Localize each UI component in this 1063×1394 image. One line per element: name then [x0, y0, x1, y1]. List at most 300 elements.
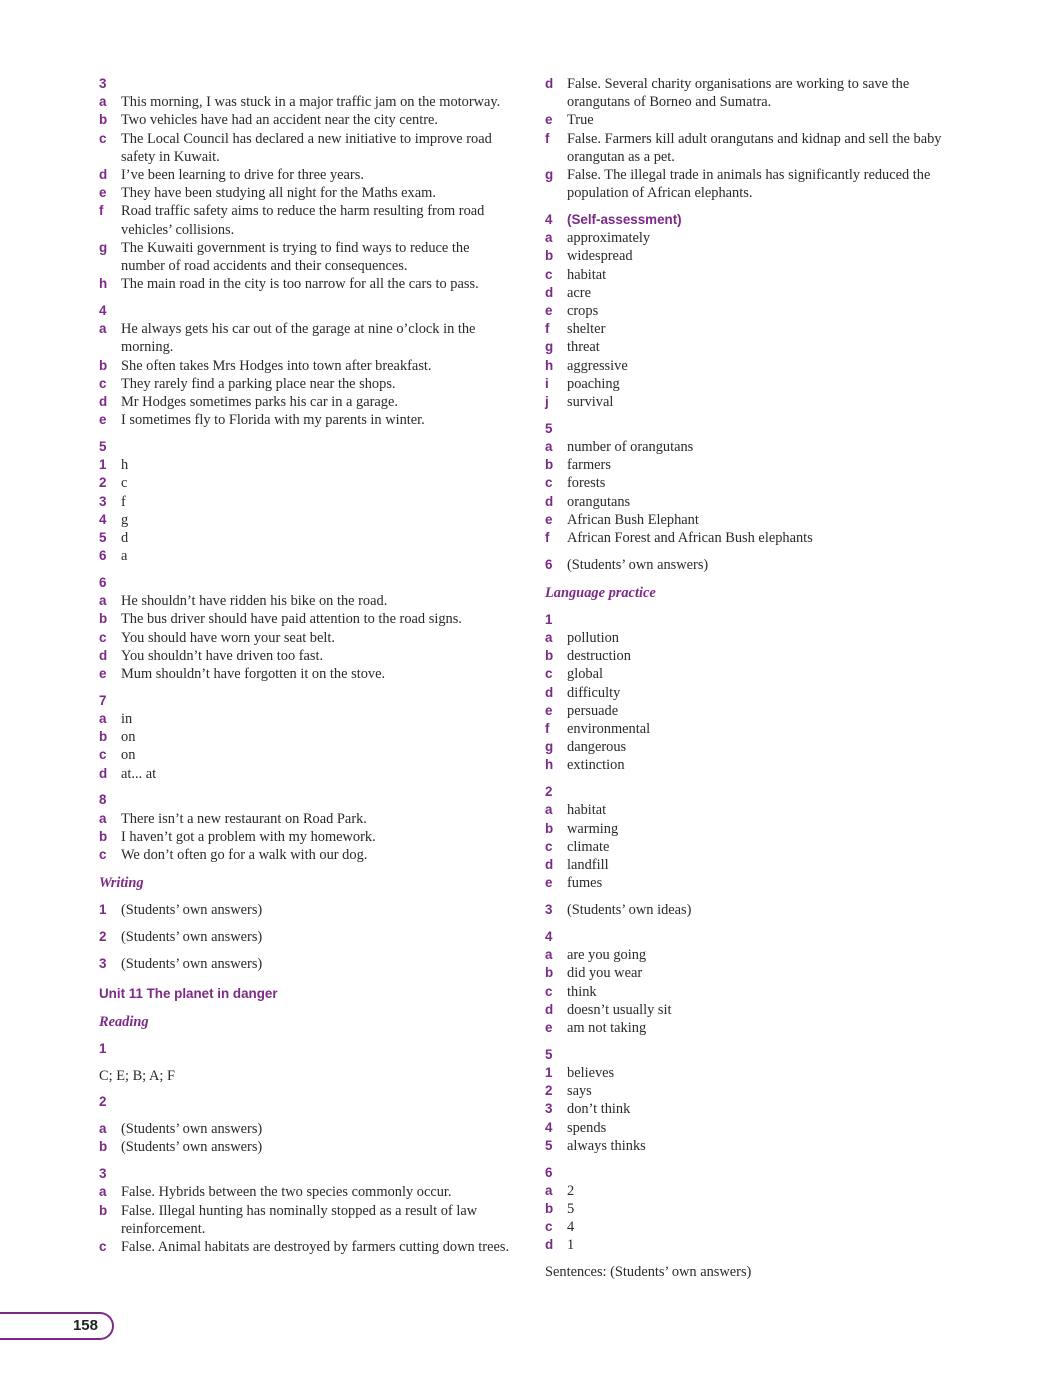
- answer-text: 5: [567, 1200, 575, 1217]
- answer-label: a: [99, 1184, 107, 1200]
- exercise-number: 3: [99, 76, 107, 91]
- answer-text: habitat: [567, 266, 607, 283]
- answer-label: 3: [545, 1101, 553, 1117]
- answer-block: [99, 692, 511, 783]
- answer-text: global: [567, 666, 603, 683]
- answer-block: [99, 1067, 511, 1085]
- answer-block: [99, 574, 511, 683]
- answer-label: a: [545, 1182, 553, 1198]
- answer-item: [545, 738, 945, 756]
- answer-text: (Students’ own answers): [121, 902, 263, 919]
- answer-label: d: [545, 1237, 554, 1253]
- answer-text: They rarely find a parking place near the shops.: [121, 375, 396, 392]
- answer-label: b: [545, 1200, 554, 1216]
- answer-label: b: [545, 457, 554, 473]
- answer-label: j: [545, 394, 549, 410]
- answer-block: [545, 420, 945, 547]
- answer-text: There isn’t a new restaurant on Road Park.: [121, 810, 367, 827]
- answer-block: [99, 438, 511, 565]
- answer-label: e: [545, 875, 553, 891]
- answer-label: g: [545, 339, 554, 355]
- answer-label: c: [545, 666, 553, 682]
- answer-label: b: [545, 820, 554, 836]
- answer-label: g: [545, 739, 554, 755]
- answer-item: [545, 111, 945, 129]
- answer-item: [545, 1200, 945, 1218]
- answer-label: d: [545, 76, 554, 91]
- answer-label: c: [545, 1219, 553, 1235]
- answer-label: e: [545, 112, 553, 128]
- answer-label: b: [99, 1202, 108, 1218]
- answer-item: [545, 1019, 945, 1037]
- answer-block: [545, 783, 945, 892]
- answer-text: (Students’ own answers): [567, 556, 709, 573]
- answer-label: b: [99, 729, 108, 745]
- answer-item: [99, 1238, 511, 1256]
- answer-label: b: [99, 611, 108, 627]
- answer-text: Mr Hodges sometimes parks his car in a garage.: [121, 394, 398, 411]
- answer-item: [99, 411, 511, 429]
- self-assessment-label: (Self-assessment): [567, 212, 682, 228]
- answer-text: 2: [567, 1182, 575, 1199]
- answer-block: [99, 955, 511, 973]
- answer-block: [99, 1093, 511, 1111]
- answer-text: warming: [567, 820, 619, 837]
- answer-text: h: [121, 457, 129, 474]
- answer-text: environmental: [567, 721, 651, 738]
- answer-label: a: [545, 630, 553, 646]
- answer-item: [99, 592, 511, 610]
- answer-text: climate: [567, 838, 610, 855]
- answer-item: [99, 529, 511, 547]
- answer-text: (Students’ own answers): [121, 1121, 263, 1138]
- answer-text: habitat: [567, 802, 607, 819]
- answer-item: [99, 320, 511, 356]
- answer-item: [99, 629, 511, 647]
- answer-text: False. Several charity organisations are working to save the orangutans of Borneo and Sumatra.: [567, 76, 910, 111]
- answer-text: 4: [567, 1219, 575, 1236]
- answer-item: [545, 838, 945, 856]
- answer-label: a: [99, 94, 107, 110]
- answer-text: g: [121, 511, 129, 528]
- answer-text: approximately: [567, 230, 651, 247]
- answer-item: [545, 166, 945, 202]
- answer-block: [545, 211, 945, 411]
- answer-text: doesn’t usually sit: [567, 1001, 672, 1018]
- answer-label: b: [545, 648, 554, 664]
- answer-item: [99, 511, 511, 529]
- answer-label: 5: [545, 1137, 553, 1153]
- answer-item: [99, 846, 511, 864]
- answer-label: c: [99, 747, 107, 763]
- answer-item: [545, 874, 945, 892]
- answer-text: believes: [567, 1064, 615, 1081]
- answer-item: [545, 1182, 945, 1200]
- answer-text: difficulty: [567, 684, 621, 701]
- exercise-number: 7: [99, 692, 107, 708]
- answer-label: 2: [99, 475, 107, 491]
- answer-text: a: [121, 548, 128, 565]
- answer-text: pollution: [567, 630, 619, 647]
- answer-label: a: [99, 593, 107, 609]
- answer-item: [545, 647, 945, 665]
- answer-label: a: [545, 802, 553, 818]
- answer-item: [545, 1137, 945, 1155]
- answer-text: She often takes Mrs Hodges into town after breakfast.: [121, 357, 432, 374]
- answer-item: [99, 810, 511, 828]
- answer-text: d: [121, 530, 129, 547]
- answer-text: 1: [567, 1237, 575, 1254]
- answer-text: (Students’ own answers): [121, 1139, 263, 1156]
- answer-item: [99, 275, 511, 293]
- answer-item: [545, 756, 945, 774]
- answer-item: [545, 820, 945, 838]
- answer-text: You shouldn’t have driven too fast.: [121, 647, 324, 664]
- answer-item: [545, 375, 945, 393]
- answer-item: [99, 184, 511, 202]
- answer-text: fumes: [567, 875, 603, 892]
- answer-item: [99, 665, 511, 683]
- answer-label: 6: [99, 548, 107, 564]
- answer-text: survival: [567, 394, 614, 411]
- answer-text: Sentences: (Students’ own answers): [545, 1264, 752, 1281]
- answer-block: [99, 1120, 511, 1156]
- answer-item: [99, 901, 511, 919]
- answer-text: Two vehicles have had an accident near the city centre.: [121, 112, 439, 129]
- answer-text: landfill: [567, 857, 609, 874]
- answer-label: e: [545, 303, 553, 319]
- answer-item: [99, 393, 511, 411]
- answer-block: [545, 901, 945, 919]
- answer-text: shelter: [567, 321, 606, 338]
- answer-label: d: [545, 1001, 554, 1017]
- answer-item: [99, 111, 511, 129]
- answer-label: d: [99, 167, 108, 183]
- answer-label: c: [99, 847, 107, 863]
- answer-item: [99, 1120, 511, 1138]
- answer-text: False. The illegal trade in animals has significantly reduced the population of African elephants.: [567, 167, 931, 202]
- answer-label: 3: [99, 493, 107, 509]
- answer-label: 1: [99, 457, 107, 473]
- answer-label: 4: [545, 1119, 553, 1135]
- answer-label: a: [545, 439, 553, 455]
- answer-label: i: [545, 375, 549, 391]
- answer-item: [99, 239, 511, 275]
- answer-text: on: [121, 729, 136, 746]
- answer-item: [545, 266, 945, 284]
- answer-item: [545, 357, 945, 375]
- answer-text: We don’t often go for a walk with our dog.: [121, 847, 368, 864]
- answer-label: e: [99, 185, 107, 201]
- answer-label: g: [99, 239, 108, 255]
- answer-item: [99, 1202, 511, 1238]
- answer-item: [99, 928, 511, 946]
- answer-item: [545, 964, 945, 982]
- answer-item: [545, 320, 945, 338]
- exercise-number: 1: [545, 611, 553, 627]
- answer-label: e: [545, 511, 553, 527]
- answer-text: True: [567, 112, 594, 129]
- answer-label: a: [99, 810, 107, 826]
- answer-label: b: [99, 357, 108, 373]
- exercise-number: 4: [545, 928, 553, 944]
- exercise-number: 2: [99, 928, 107, 944]
- answer-text: on: [121, 747, 136, 764]
- answer-text: I sometimes fly to Florida with my parents in winter.: [121, 412, 425, 429]
- answer-text: did you wear: [567, 965, 643, 982]
- answer-item: [99, 474, 511, 492]
- answer-block: [545, 1263, 945, 1281]
- answer-item: [545, 629, 945, 647]
- answer-item: [545, 456, 945, 474]
- answer-text: The bus driver should have paid attention to the road signs.: [121, 611, 462, 628]
- answer-text: You should have worn your seat belt.: [121, 629, 335, 646]
- exercise-number: 4: [545, 212, 553, 228]
- answer-block: [545, 75, 945, 202]
- answer-item: [99, 765, 511, 783]
- answer-label: b: [99, 1139, 108, 1155]
- answer-item: [545, 438, 945, 456]
- answer-label: b: [545, 248, 554, 264]
- answer-text: are you going: [567, 947, 647, 964]
- answer-item: [99, 202, 511, 238]
- answer-label: d: [545, 684, 554, 700]
- answer-item: [545, 229, 945, 247]
- exercise-number: 3: [99, 955, 107, 971]
- answer-item: [545, 1236, 945, 1254]
- answer-item: [99, 746, 511, 764]
- answer-block: [545, 1164, 945, 1255]
- answer-text: destruction: [567, 648, 631, 665]
- answer-label: d: [99, 647, 108, 663]
- answer-item: [99, 828, 511, 846]
- answer-block: [545, 1046, 945, 1155]
- answer-block: [545, 584, 945, 602]
- answer-label: e: [545, 702, 553, 718]
- answer-item: [545, 901, 945, 919]
- answer-item: [545, 1119, 945, 1137]
- answer-text: (Students’ own answers): [121, 928, 263, 945]
- answer-block: [99, 928, 511, 946]
- answer-item: [99, 610, 511, 628]
- answer-item: [545, 702, 945, 720]
- answer-label: c: [545, 266, 553, 282]
- answer-label: g: [545, 167, 554, 183]
- answer-item: [99, 375, 511, 393]
- exercise-number: 1: [99, 902, 107, 918]
- answer-item: [99, 955, 511, 973]
- answer-block: [99, 1040, 511, 1058]
- answer-text: Mum shouldn’t have forgotten it on the stove.: [121, 666, 386, 683]
- answer-text: aggressive: [567, 357, 628, 374]
- answer-item: [545, 529, 945, 547]
- answer-block: [545, 556, 945, 574]
- answer-text: False. Farmers kill adult orangutans and kidnap and sell the baby orangutan as a pet.: [567, 130, 942, 165]
- answer-label: e: [545, 1019, 553, 1035]
- answer-text: He shouldn’t have ridden his bike on the road.: [121, 593, 388, 610]
- answer-label: 4: [99, 511, 107, 527]
- answer-label: a: [545, 230, 553, 246]
- answer-text: This morning, I was stuck in a major traffic jam on the motorway.: [121, 94, 501, 111]
- answer-text: persuade: [567, 702, 619, 719]
- answer-item: [545, 665, 945, 683]
- answer-label: f: [545, 130, 550, 146]
- right-column: [545, 75, 945, 1290]
- answer-label: c: [99, 1239, 107, 1255]
- unit-title: Unit 11 The planet in danger: [99, 985, 278, 1001]
- answer-label: b: [99, 112, 108, 128]
- answer-text: acre: [567, 284, 591, 301]
- answer-label: f: [545, 321, 550, 337]
- answer-item: [545, 75, 945, 111]
- exercise-number: 2: [99, 1094, 107, 1110]
- answer-text: He always gets his car out of the garage at nine o’clock in the morning.: [121, 321, 476, 356]
- answer-label: f: [545, 721, 550, 737]
- answer-text: crops: [567, 303, 599, 320]
- answer-text: C; E; B; A; F: [99, 1067, 175, 1084]
- answer-item: [545, 302, 945, 320]
- answer-text: False. Hybrids between the two species commonly occur.: [121, 1184, 452, 1201]
- answer-label: c: [99, 130, 107, 146]
- answer-item: [99, 456, 511, 474]
- answer-item: [545, 247, 945, 265]
- exercise-heading: [545, 211, 945, 229]
- answer-item: [545, 1100, 945, 1118]
- answer-block: [99, 874, 511, 892]
- answer-text: False. Animal habitats are destroyed by farmers cutting down trees.: [121, 1239, 510, 1256]
- answer-text: f: [121, 493, 126, 510]
- answer-text: (Students’ own ideas): [567, 902, 692, 919]
- answer-block: [99, 1165, 511, 1256]
- answer-item: [545, 983, 945, 1001]
- answer-label: c: [545, 838, 553, 854]
- answer-label: b: [99, 828, 108, 844]
- answer-text: dangerous: [567, 739, 627, 756]
- answer-label: h: [545, 357, 554, 373]
- answer-text: False. Illegal hunting has nominally stopped as a result of law reinforcement.: [121, 1202, 478, 1237]
- answer-item: [545, 1082, 945, 1100]
- answer-text: threat: [567, 339, 600, 356]
- answer-text: They have been studying all night for the Maths exam.: [121, 185, 436, 202]
- answer-item: [99, 710, 511, 728]
- exercise-number: 1: [99, 1040, 107, 1056]
- answer-text: number of orangutans: [567, 439, 694, 456]
- exercise-number: 6: [545, 556, 553, 572]
- answer-item: [99, 547, 511, 565]
- answer-text: says: [567, 1083, 592, 1100]
- answer-label: d: [545, 857, 554, 873]
- answer-text: at... at: [121, 765, 157, 782]
- answer-item: [545, 946, 945, 964]
- answer-label: f: [545, 530, 550, 546]
- answer-item: [545, 493, 945, 511]
- answer-text: African Forest and African Bush elephants: [567, 530, 813, 547]
- answer-text: The Local Council has declared a new initiative to improve road safety in Kuwait.: [121, 130, 492, 165]
- answer-label: d: [545, 493, 554, 509]
- answer-text: always thinks: [567, 1137, 646, 1154]
- answer-label: e: [99, 412, 107, 428]
- answer-block: [99, 791, 511, 864]
- answer-item: [545, 1001, 945, 1019]
- answer-item: [99, 93, 511, 111]
- answer-label: c: [545, 983, 553, 999]
- answer-text: farmers: [567, 457, 611, 474]
- section-heading: Language practice: [545, 585, 656, 602]
- answer-item: [99, 130, 511, 166]
- answer-label: e: [99, 666, 107, 682]
- answer-item: [99, 1138, 511, 1156]
- exercise-number: 3: [99, 1166, 107, 1182]
- exercise-number: 3: [545, 902, 553, 918]
- exercise-number: 6: [99, 575, 107, 591]
- answer-item: [545, 130, 945, 166]
- answer-text: am not taking: [567, 1019, 647, 1036]
- answer-item: [545, 801, 945, 819]
- answer-text: The Kuwaiti government is trying to find ways to reduce the number of road accidents and their consequences.: [121, 239, 470, 275]
- section-heading: Writing: [99, 875, 144, 892]
- page-number-tab: [0, 1312, 114, 1340]
- page-number: 158: [72, 1317, 98, 1334]
- answer-block: [99, 302, 511, 429]
- answer-block: [99, 75, 511, 293]
- exercise-number: 2: [545, 784, 553, 800]
- answer-text: forests: [567, 475, 606, 492]
- exercise-number: 5: [99, 439, 107, 455]
- exercise-number: 4: [99, 303, 107, 319]
- answer-text: The main road in the city is too narrow for all the cars to pass.: [121, 276, 479, 293]
- answer-block: [99, 901, 511, 919]
- section-heading: Reading: [99, 1014, 149, 1031]
- answer-label: a: [545, 947, 553, 963]
- answer-text: I’ve been learning to drive for three years.: [121, 167, 364, 184]
- answer-item: [99, 647, 511, 665]
- answer-label: d: [545, 284, 554, 300]
- answer-text: extinction: [567, 757, 625, 774]
- exercise-number: 8: [99, 792, 107, 808]
- answer-label: c: [99, 375, 107, 391]
- answer-block: [545, 928, 945, 1037]
- answer-item: [99, 728, 511, 746]
- answer-text: widespread: [567, 248, 633, 265]
- answer-label: a: [99, 1121, 107, 1137]
- exercise-number: 5: [545, 420, 553, 436]
- answer-label: 2: [545, 1083, 553, 1099]
- answer-item: [99, 166, 511, 184]
- answer-item: [545, 338, 945, 356]
- answer-label: b: [545, 965, 554, 981]
- answer-label: 1: [545, 1064, 553, 1080]
- answer-item: [545, 720, 945, 738]
- exercise-number: 6: [545, 1164, 553, 1180]
- answer-item: [545, 684, 945, 702]
- answer-item: [545, 1218, 945, 1236]
- answer-label: h: [545, 757, 554, 773]
- left-column: [99, 75, 511, 1265]
- answer-label: c: [99, 629, 107, 645]
- answer-text: think: [567, 983, 597, 1000]
- answer-text: in: [121, 711, 133, 728]
- answer-item: [545, 556, 945, 574]
- answer-item: [545, 393, 945, 411]
- exercise-number: 5: [545, 1046, 553, 1062]
- answer-text: I haven’t got a problem with my homework.: [121, 828, 376, 845]
- answer-text: don’t think: [567, 1101, 631, 1118]
- answer-label: d: [99, 394, 108, 410]
- answer-label: h: [99, 276, 108, 292]
- answer-label: f: [99, 203, 104, 219]
- answer-label: 5: [99, 530, 107, 546]
- answer-text: (Students’ own answers): [121, 955, 263, 972]
